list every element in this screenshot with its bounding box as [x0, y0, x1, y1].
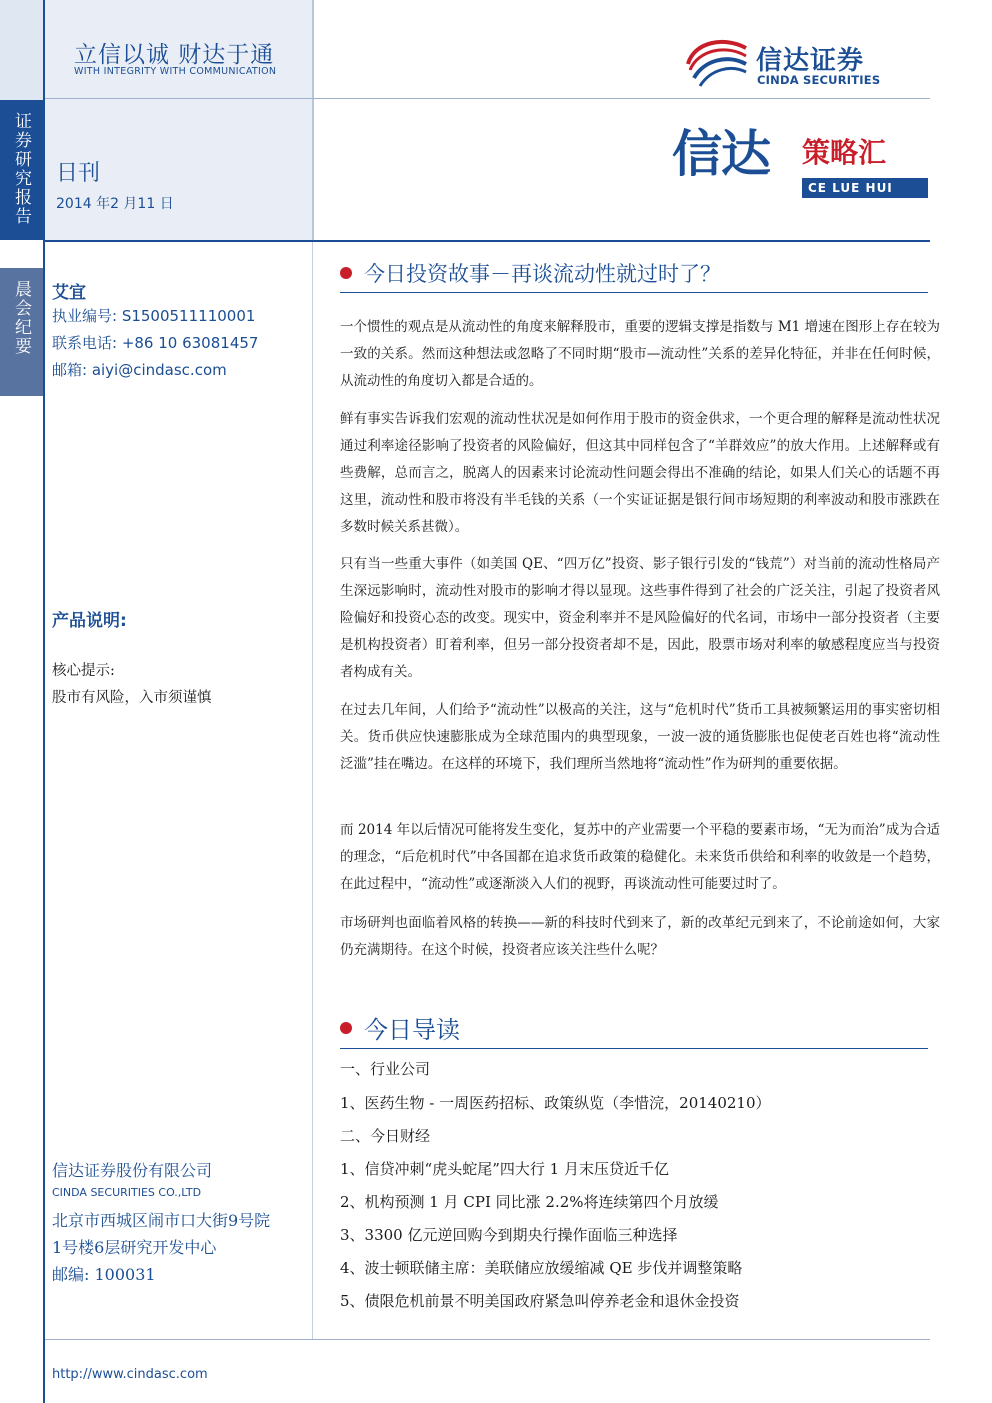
motto: 立信以诚 财达于通	[74, 42, 275, 68]
guide-line: 4、波士顿联储主席：美联储应放缓缩减 QE 步伐并调整策略	[340, 1259, 743, 1277]
guide-line: 一、行业公司	[340, 1060, 431, 1078]
side-tab-research-report	[0, 100, 43, 240]
footer-rule	[45, 1339, 930, 1340]
header-divider	[312, 0, 314, 240]
guide-heading	[340, 1010, 460, 1045]
company-name: 信达证券股份有限公司	[52, 1161, 213, 1180]
doc-date: 2014 年2 月11 日	[56, 196, 174, 212]
series-en-label: CE LUE HUI	[802, 178, 928, 198]
guide-line: 1、医药生物 - 一周医药招标、政策纵览（李惜浣，20140210）	[340, 1094, 771, 1112]
author-phone: 联系电话: +86 10 63081457	[52, 334, 259, 352]
guide-line: 2、机构预测 1 月 CPI 同比涨 2.2%将连续第四个月放缓	[340, 1193, 719, 1211]
author-license: 执业编号: S1500511110001	[52, 307, 256, 325]
author-email: 邮箱: aiyi@cindasc.com	[52, 361, 227, 379]
story-paragraph: 只有当一些重大事件（如美国 QE、“四万亿”投资、影子银行引发的“钱荒”）对当前的流动性格局产生深远影响时，流动性对股市的影响才得以显现。这些事件得到了社会的广泛关注，引起了投资者风险偏好和投资心态的改变。现实中，资金利率并不是风险偏好的代名词，市场中一部分投资者（主要是机构投资者）盯着利率，但另一部分投资者却不是，因此，股票市场对利率的敏感程度应当与投资者构成有关。	[340, 556, 940, 680]
product-line: 核心提示:	[52, 663, 115, 679]
series-title: 信达	[672, 125, 770, 183]
product-title: 产品说明:	[52, 611, 127, 631]
side-tab-morning-notes	[0, 268, 43, 396]
guide-line: 3、3300 亿元逆回购今到期央行操作面临三种选择	[340, 1226, 678, 1244]
guide-heading-rule	[340, 1048, 928, 1049]
top-rule	[45, 98, 930, 99]
guide-line: 二、今日财经	[340, 1127, 431, 1145]
website-link[interactable]: http://www.cindasc.com	[52, 1367, 208, 1382]
cinda-logo-icon	[684, 34, 750, 90]
story-paragraph: 在过去几年间，人们给予“流动性”以极高的关注，这与“危机时代”货币工具被频繁运用的事实密切相关。货币供应快速膨胀成为全球范围内的典型现象，一波一波的通货膨胀也促使老百姓也将“流动性泛滥”挂在嘴边。在这样的环境下，我们理所当然地将“流动性”作为研判的重要依据。	[340, 702, 940, 772]
column-divider	[312, 242, 313, 1339]
story-heading	[340, 258, 721, 288]
story-paragraph: 一个惯性的观点是从流动性的角度来解释股市，重要的逻辑支撑是指数与 M1 增速在图形上存在较为一致的关系。然而这种想法或忽略了不同时期“股市—流动性”关系的差异化特征，并非在任何时候，从流动性的角度切入都是合适的。	[340, 319, 940, 389]
company-address: 1号楼6层研究开发中心	[52, 1238, 217, 1257]
story-paragraph: 鲜有事实告诉我们宏观的流动性状况是如何作用于股市的资金供求，一个更合理的解释是流动性状况通过利率途径影响了投资者的风险偏好，但这其中同样包含了“羊群效应”的放大作用。上述解释或有些费解，总而言之，脱离人的因素来讨论流动性问题会得出不准确的结论，如果人们关心的话题不再这里，流动性和股市将没有半毛钱的关系（一个实证证据是银行间市场短期的利率波动和股市涨跌在多数时候关系甚微）。	[340, 411, 940, 535]
guide-title: 今日导读	[364, 1016, 460, 1044]
bullet-dot-icon	[340, 267, 352, 279]
brand-name: 信达证券	[756, 46, 865, 76]
left-strip-top	[0, 0, 43, 100]
motto-en: WITH INTEGRITY WITH COMMUNICATION	[74, 66, 277, 77]
brand-name-en: CINDA SECURITIES	[757, 73, 881, 87]
header-bottom-rule	[45, 240, 930, 242]
story-heading-rule	[340, 292, 928, 293]
guide-line: 5、债限危机前景不明美国政府紧急叫停养老金和退休金投资	[340, 1292, 740, 1310]
series-subtitle: 策略汇	[802, 136, 887, 169]
company-name-en: CINDA SECURITIES CO.,LTD	[52, 1186, 202, 1199]
guide-line: 1、信贷冲刺“虎头蛇尾”四大行 1 月末压贷近千亿	[340, 1160, 669, 1178]
company-address: 北京市西城区闹市口大街9号院	[52, 1211, 271, 1230]
company-postcode: 邮编: 100031	[52, 1265, 156, 1284]
product-line: 股市有风险，入市须谨慎	[52, 690, 212, 706]
story-paragraph: 市场研判也面临着风格的转换——新的科技时代到来了，新的改革纪元到来了，不论前途如何，大家仍充满期待。在这个时候，投资者应该关注些什么呢？	[340, 915, 940, 958]
author-name: 艾宜	[52, 283, 86, 303]
side-tab-label: 证券研究报告	[11, 112, 31, 226]
bullet-dot-icon	[340, 1022, 352, 1034]
story-title: 今日投资故事－再谈流动性就过时了？	[364, 262, 721, 286]
story-paragraph: 而 2014 年以后情况可能将发生变化，复苏中的产业需要一个平稳的要素市场，“无为而治”成为合适的理念，“后危机时代”中各国都在追求货币政策的稳健化。未来货币供给和利率的收敛是一个趋势，在此过程中，“流动性”或逐渐淡入人们的视野，再谈流动性可能要过时了。	[340, 822, 940, 892]
side-tab-label: 晨会纪要	[11, 280, 31, 356]
doc-type: 日刊	[56, 161, 101, 186]
